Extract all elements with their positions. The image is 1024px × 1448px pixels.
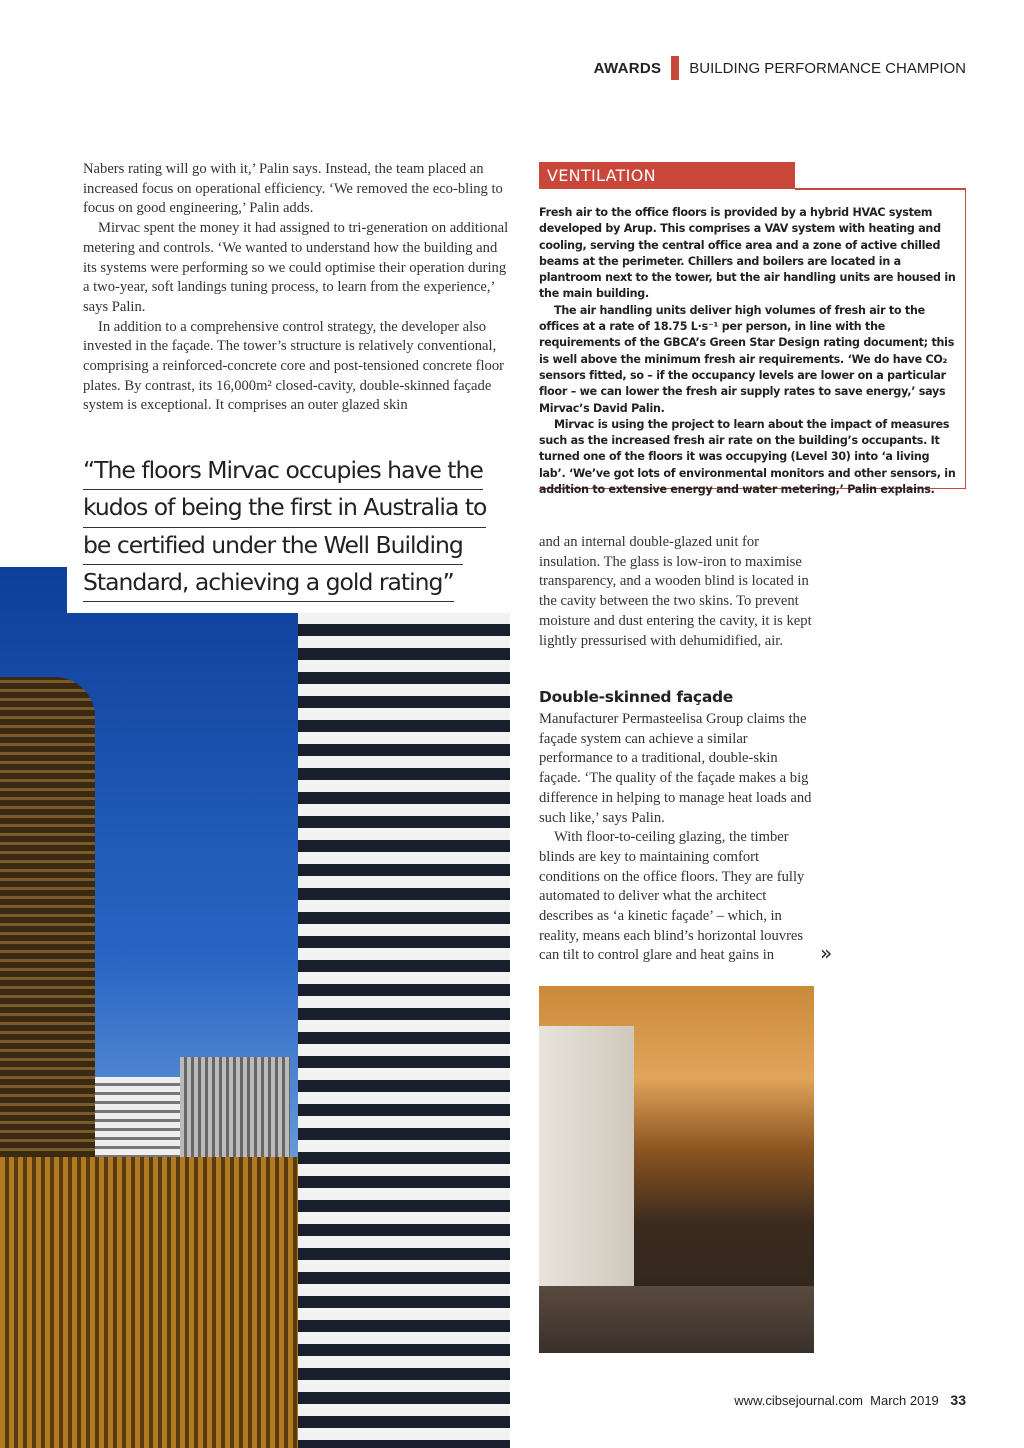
- low-building: [0, 1157, 300, 1448]
- page-footer: [734, 1392, 966, 1408]
- paragraph: In addition to a comprehensive control strategy, the developer also invested in the façade. The tower’s structure is relatively conventional, comprising a reinforced-concrete core and post-tensioned concrete floor plates. By contrast, its 16,000m² closed-cavity, double-skinned façade system is exceptional. It comprises an outer glazed skin: [83, 318, 505, 414]
- footer-date: March 2019: [870, 1393, 939, 1408]
- quote-line: Standard, achieving a gold rating”: [83, 565, 454, 602]
- paragraph: Mirvac is using the project to learn about the impact of measures such as the increased fresh air rate on the building’s occupants. It turned one of the floors it was occupying (Level 30) into ‘a living lab’. ‘We’ve got lots of environmental monitors and other sensors, in addition to extensive energy and water metering,’ Palin explains.: [539, 417, 956, 497]
- quote-line: “The floors Mirvac occupies have the: [83, 453, 483, 490]
- ventilation-box-top-rule: [795, 188, 966, 190]
- ventilation-box-title: VENTILATION: [539, 162, 795, 189]
- paragraph: Nabers rating will go with it,’ Palin says. Instead, the team placed an increased focus on operational efficiency. ‘We removed the eco-bling to focus on good engineering,’ Palin adds.: [83, 161, 503, 217]
- mid-building: [180, 1057, 290, 1157]
- paragraph: Fresh air to the office floors is provided by a hybrid HVAC system developed by Arup. This comprises a VAV system with heating and cooling, serving the central office area and a zone of active chilled beams at the perimeter. Chillers and boilers are located in a plantroom next to the tower, but the air handling units are housed in the main building.: [539, 206, 956, 301]
- right-column-text: [539, 710, 814, 966]
- paragraph: Manufacturer Permasteelisa Group claims the façade system can achieve a similar performance to a traditional, double-skin façade. ‘The quality of the façade makes a big difference in helping to manage heat loads and such like,’ says Palin.: [539, 711, 812, 826]
- section-label: AWARDS: [593, 59, 662, 77]
- paragraph: The air handling units deliver high volumes of fresh air to the offices at a rate of 18.75 L·s⁻¹ per person, in line with the requirements of the GBCA’s Green Star Design rating document; this is well above the minimum fresh air requirements. ‘We do have CO₂ sensors fitted, so – if the occupancy levels are lower on a particular floor – we can lower the fresh air supply rates to save energy,’ says Mirvac’s David Palin.: [539, 303, 955, 415]
- running-header: [594, 56, 966, 80]
- lobby-floor: [539, 1286, 814, 1353]
- white-building: [95, 1077, 185, 1167]
- gold-building: [0, 677, 95, 1157]
- header-divider: [671, 56, 679, 80]
- subheading: Double-skinned façade: [539, 688, 733, 706]
- lobby-photo: [539, 986, 814, 1353]
- header-title: BUILDING PERFORMANCE CHAMPION: [689, 59, 966, 77]
- tower-photo: [0, 567, 510, 1448]
- continue-arrow-icon: »: [820, 941, 833, 965]
- quote-line: kudos of being the first in Australia to: [83, 490, 486, 527]
- quote-line: be certified under the Well Building: [83, 528, 463, 565]
- footer-url: www.cibsejournal.com: [734, 1393, 863, 1408]
- paragraph: Mirvac spent the money it had assigned to tri-generation on additional metering and controls. ‘We wanted to understand how the building and its systems were performing so we could optimise their operation during a two-year, soft landings tuning process, to learn from the experience,’ says Palin.: [83, 220, 509, 315]
- curved-tower: [298, 612, 510, 1448]
- page-number: 33: [950, 1392, 966, 1408]
- left-column-text: [83, 160, 513, 416]
- pull-quote: [83, 453, 503, 602]
- right-column-intro: [539, 533, 814, 651]
- ventilation-box-text: [539, 205, 957, 498]
- paragraph: With floor-to-ceiling glazing, the timber blinds are key to maintaining comfort conditions on the office floors. They are fully automated to deliver what the architect describes as ‘a kinetic façade’ – which, in reality, means each blind’s horizontal louvres can tilt to control glare and heat gains in: [539, 829, 805, 964]
- paragraph: and an internal double-glazed unit for insulation. The glass is low-iron to maximise transparency, and a wooden blind is located in the cavity between the two skins. To prevent moisture and dust entering the cavity, it is kept lightly pressurised with dehumidified, air.: [539, 534, 812, 649]
